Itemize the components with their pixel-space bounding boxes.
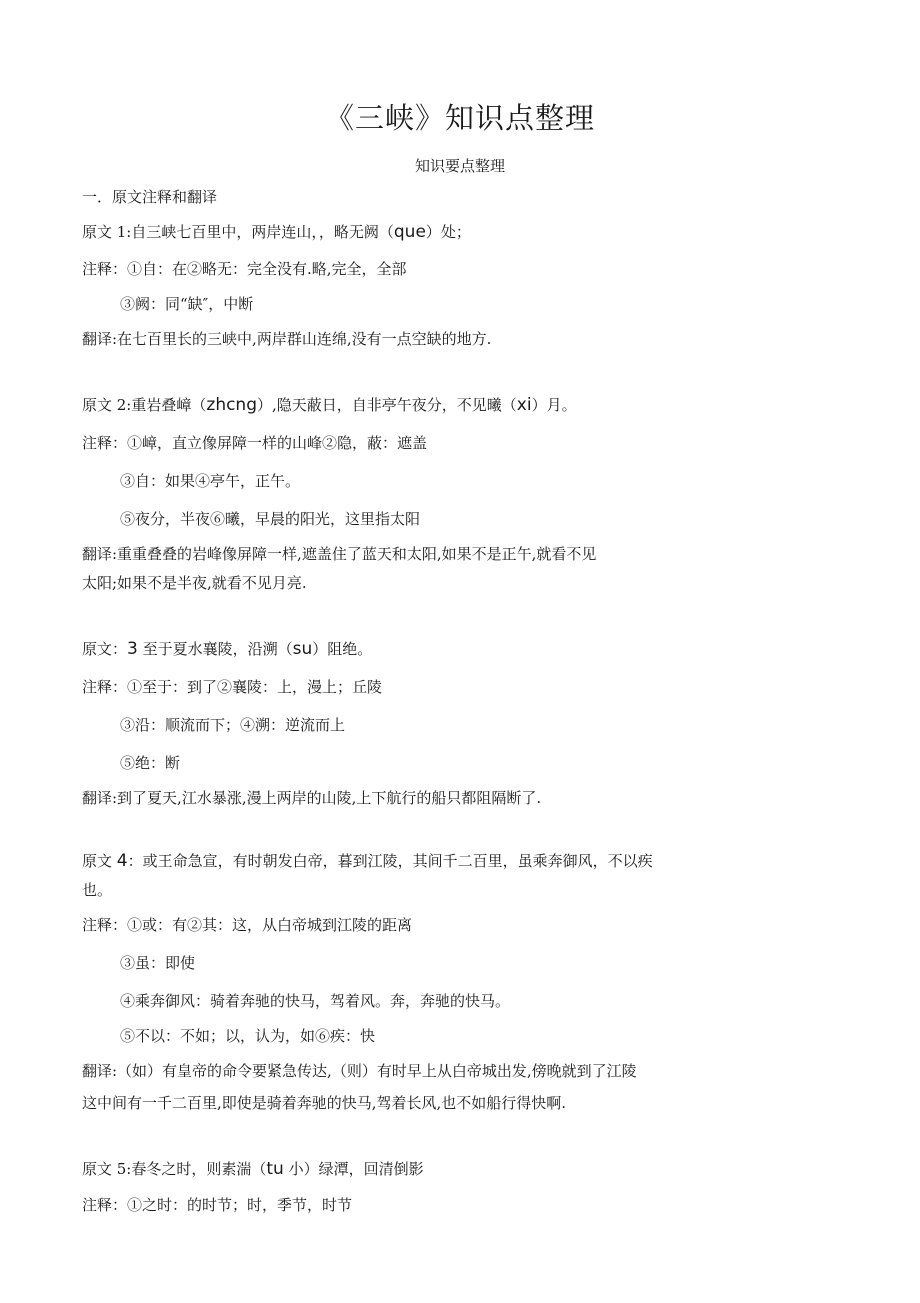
translation-4a: 翻译:（如）有皇帝的命令要紧急传达,（则）有时早上从白帝城出发,傍晚就到了江陵 [82,1062,637,1080]
original-text-4a [82,851,653,871]
translation-4b: 这中间有一千二百里,即使是骑着奔驰的快马,驾着长风,也不如船行得快啊. [82,1094,567,1112]
original-body: ）处； [425,223,471,241]
original-body: ：或王命急宣，有时朝发白帝，暮到江陵，其间千二百里，虽乘奔御风，不以疾 [127,852,653,870]
original-body: ）阻绝。 [312,640,373,658]
page-title: 《三峡》知识点整理 [324,101,595,135]
annotation-1a: 注释：①自：在②略无：完全没有.略,完全，全部 [82,260,407,278]
annotation-2a: 注释：①嶂，直立像屏障一样的山峰②隐，蔽：遮盖 [82,434,428,452]
translation-2a: 翻译:重重叠叠的岩峰像屏障一样,遮盖住了蓝天和太阳,如果不是正午,就看不见 [82,545,597,563]
original-text-1 [82,222,471,242]
annotation-4b: ③虽：即使 [120,954,196,972]
annotation-1b: ③阙：同“缺″，中断 [120,295,254,313]
original-text-4b: 也。 [82,881,113,899]
page-subtitle: 知识要点整理 [414,157,505,175]
annotation-2b: ③自：如果④亭午，正午。 [120,472,301,490]
annotation-4d: ⑤不以：不如；以，认为，如⑥疾：快 [120,1027,376,1045]
annotation-4a: 注释：①或：有②其：这，从白帝城到江陵的距离 [82,916,413,934]
annotation-4c: ④乘奔御风：骑着奔驰的快马，驾着风。奔，奔驰的快马。 [120,992,511,1010]
translation-2b: 太阳;如果不是半夜,就看不见月亮. [82,574,307,592]
annotation-3b: ③沿：顺流而下；④溯：逆流而上 [120,716,346,734]
original-label: 原文 5: [82,1160,132,1178]
original-label: 原文 2: [82,396,132,414]
original-text-3 [82,639,372,659]
annotation-3a: 注释：①至于：到了②襄陵：上，漫上；丘陵 [82,678,383,696]
passage-number: 4 [116,851,128,871]
pinyin: que [393,222,426,242]
original-body: 春冬之时，则素湍（ [131,1160,267,1178]
original-body: 小）绿潭，回清倒影 [283,1160,424,1178]
pinyin: su [292,639,313,659]
original-text-2 [82,395,577,415]
original-label: 原文 [82,852,117,870]
pinyin: tu [266,1159,284,1179]
original-label: 原文 1: [82,223,132,241]
pinyin: xi [516,395,532,415]
original-body: 至于夏水襄陵，沿溯（ [137,640,293,658]
original-body: 重岩叠嶂（ [131,396,207,414]
original-body: ）月。 [531,396,577,414]
original-body: ）,隐天蔽日，自非亭午夜分，不见曦（ [257,396,517,414]
annotation-3c: ⑤绝：断 [120,754,181,772]
original-label: 原文： [82,640,128,658]
original-body: 自三峡七百里中，两岸连山，，略无阙（ [131,223,394,241]
passage-number: 3 [127,639,138,659]
annotation-2c: ⑤夜分，半夜⑥曦，早晨的阳光，这里指太阳 [120,510,421,528]
translation-1: 翻译:在七百里长的三峡中,两岸群山连绵,没有一点空缺的地方. [82,330,492,348]
pinyin: zhcng [206,395,258,415]
translation-3: 翻译:到了夏天,江水暴涨,漫上两岸的山陵,上下航行的船只都阻隔断了. [82,789,542,807]
section-heading: 一．原文注释和翻译 [82,188,218,206]
annotation-5a: 注释：①之时：的时节；时，季节，时节 [82,1196,353,1214]
original-text-5 [82,1159,424,1179]
